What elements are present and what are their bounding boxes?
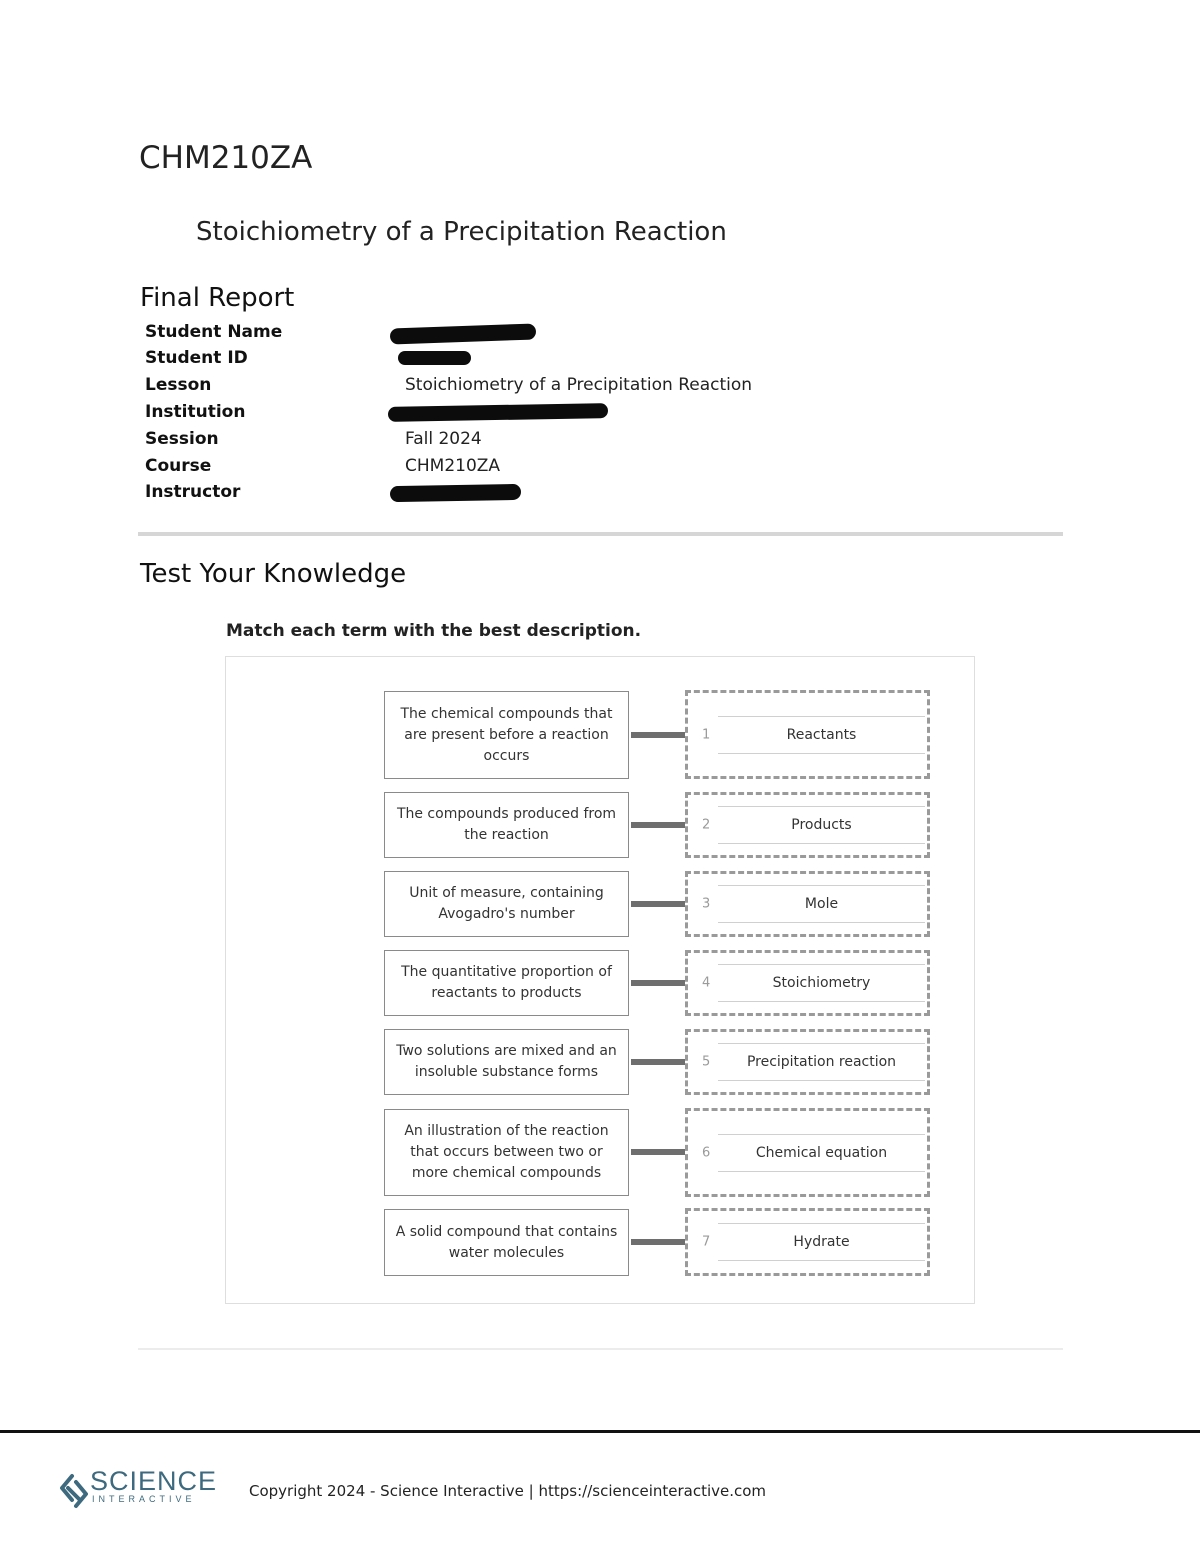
term-slot[interactable] [685,871,930,937]
term-slot[interactable] [685,792,930,858]
logo-text: SCIENCE [90,1466,218,1496]
info-label: Student ID [145,348,248,368]
match-connector [631,1149,685,1155]
term-slot[interactable] [685,690,930,779]
term-label[interactable]: Mole [718,885,925,923]
term-slot[interactable] [685,1208,930,1276]
info-row-session [145,429,845,455]
description-card: Unit of measure, containing Avogadro's number [384,871,629,937]
term-label[interactable]: Products [718,806,925,844]
copyright-text: Copyright 2024 - Science Interactive | https://scienceinteractive.com [249,1482,767,1500]
section-divider [138,1348,1063,1350]
description-card: The chemical compounds that are present before a reaction occurs [384,691,629,779]
term-number: 5 [702,1054,711,1070]
term-number: 2 [702,817,711,833]
term-number: 7 [702,1234,711,1250]
match-connector [631,1239,685,1245]
section-title: Test Your Knowledge [140,559,407,589]
term-slot[interactable] [685,1029,930,1095]
redaction-mark [390,484,521,502]
description-card: An illustration of the reaction that occurs between two or more chemical compounds [384,1109,629,1196]
info-label: Student Name [145,322,283,342]
logo-subtext: INTERACTIVE [92,1494,196,1504]
footer-divider [0,1430,1200,1433]
term-number: 4 [702,975,711,991]
info-row-course [145,456,845,482]
info-row-student-id [145,348,845,374]
description-card: A solid compound that contains water molecules [384,1209,629,1276]
term-label[interactable]: Chemical equation [718,1134,925,1172]
term-label[interactable]: Reactants [718,716,925,754]
match-connector [631,901,685,907]
match-connector [631,732,685,738]
instruction-text: Match each term with the best description. [226,621,642,641]
description-card: The quantitative proportion of reactants to products [384,950,629,1016]
report-title: Final Report [140,283,295,313]
redaction-mark [398,351,471,365]
info-row-lesson [145,375,845,401]
info-value: Fall 2024 [405,429,482,449]
course-code-heading: CHM210ZA [139,140,313,176]
term-number: 3 [702,896,711,912]
term-label[interactable]: Precipitation reaction [718,1043,925,1081]
term-number: 6 [702,1145,711,1160]
term-number: 1 [702,727,711,742]
info-label: Institution [145,402,246,422]
term-label[interactable]: Stoichiometry [718,964,925,1002]
description-card: Two solutions are mixed and an insoluble substance forms [384,1029,629,1095]
info-value: Stoichiometry of a Precipitation Reaction [405,375,753,395]
science-interactive-logo [58,1466,218,1514]
info-label: Course [145,456,212,476]
info-label: Lesson [145,375,212,395]
match-connector [631,1059,685,1065]
info-label: Session [145,429,219,449]
info-value: CHM210ZA [405,456,501,476]
lesson-title: Stoichiometry of a Precipitation Reaction [196,217,727,247]
term-label[interactable]: Hydrate [718,1223,925,1261]
section-divider [138,532,1063,536]
description-card: The compounds produced from the reaction [384,792,629,858]
match-connector [631,822,685,828]
info-label: Instructor [145,482,241,502]
term-slot[interactable] [685,950,930,1016]
match-connector [631,980,685,986]
term-slot[interactable] [685,1108,930,1197]
